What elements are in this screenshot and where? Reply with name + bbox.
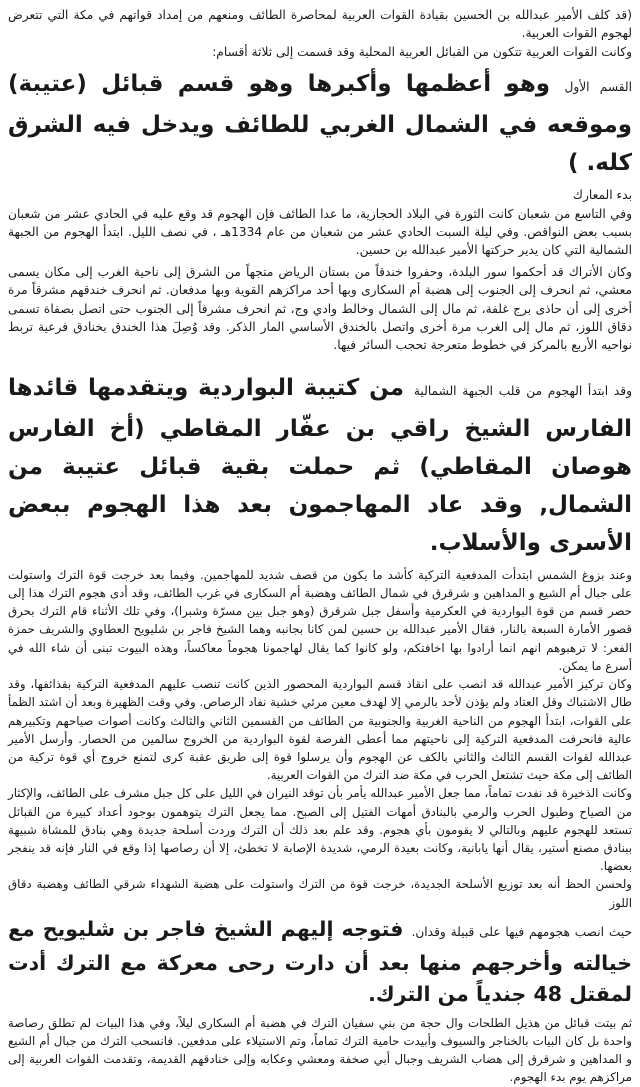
north-attack-paragraph xyxy=(8,369,632,562)
trench-paragraph: وكان الأتراك قد أحكموا سور البلدة، وحفروا خندقاً من بستان الرياض متجهاً من الشرق إلى ناحية الغرب إلى مكان يسمى معشي، ثم انحرف إلى الجنوب إلى هضبة أم السكارى وبها أحد مراكزهم القوية وبها مدفعان. ثم انحرف خندقهم مشرقاً مرة أخرى إلى أن حاذى برج غلفة، ثم مال إلى الشمال وخالط وادي وج، ثم انحرف مشرفاً إلى الجنوب حتى اتصل بصفاة تسمى دقاق اللوز، ثم مال إلى الغرب مرة أخرى واتصل بالخندق الأساسي المار الذكر. وقد وُصِلَ هذا الخندق بخنادق فرعية تربط نواحيه الأربع بالمركز في خطوط متعرجة تحجب السائر فيها. xyxy=(8,264,632,353)
intro-paragraph: (قد كلف الأمير عبدالله بن الحسين بقيادة القوات العربية لمحاصرة الطائف ومنعهم من إمداد قواتهم في مكة التي تتعرض لهجوم القوات العربية. xyxy=(8,8,632,41)
forces-paragraph: وكانت القوات العربية تتكون من القبائل العربية المحلية وقد قسمت إلى ثلاثة أقسام: xyxy=(212,44,632,59)
north-attack-text: من كتيبة البواردية ويتقدمها قائدها الفارس الشيخ راقي بن عفّار المقاطي (أخ الفارس هوصان المقاطي) ثم حملت بقية قبائل عتيبة من الشمال, وقد عاد المهاجمون بعد هذا الهجوم ببعض الأسرى والأسلاب. xyxy=(8,374,632,556)
first-division-text: وهو أعظمها وأكبرها وهو قسم قبائل (عتيبة) وموقعه في الشمال الغربي للطائف ويدخل فيه الشرق كله. ) xyxy=(8,71,632,177)
wafdan-paragraph xyxy=(8,914,632,1010)
wafdan-lead: حيث انصب هجومهم فيها على قبيلة وقدان. xyxy=(411,924,632,939)
first-division-label: القسم الأول xyxy=(564,80,633,95)
sunrise-paragraph: وعند بزوغ الشمس ابتدأت المدفعية التركية كأشد ما يكون من قصف شديد للمهاجمين. وفيما بعد خرجت قوة الترك واستولت على جبال أم الشيع و المداهين و شرقرق في شمال الطائف وهضبة أم السكارى في غرب الطائف، وقد أدى هجوم الترك هذا إلى حصر قسم من قوة البواردية في العكرمية وأسفل جبل شرقرق (وهو جبل بين مسرّة وشبرا)، وفي تلك الأثناء قام الترك بحرق قصور الأمارة السبعة بالنار، فقال الأمير عبدالله بن حسين لمن كانا بجانبه وهما الشيخ فاجر بن شليويح العطاوي والشريف حمزة الفعر: لا ترهبوهم انهم انما أرادوا بها اخافتكم، ولو كانوا كما يقال لهاجمونا هجوماً معاكساً، وهذه البيوت تبنى أن شاء الله في أسرع ما يمكن. xyxy=(8,567,632,673)
night-raid-paragraph: ثم بيتت قبائل من هذيل الطلحات وال حجة من بني سفيان الترك في هضبة أم السكارى ليلاً، وفي هذا البيات لم تطلق رصاصة واحدة بل كان البيات بالخناجر والسيوف وأبيدت حامية الترك تماماً، وتم الاستيلاء على مدفعين. فانسحب الترك من جبال أم الشيع و المداهين و شرقرق إلى هضاب الشريف وجبال أبي صخفة ومعشي وعكابه وإلى خنادقهم القديمة، وتقدمت القوات العربية إلى مراكزهم يوم بدء الهجوم. xyxy=(8,1015,632,1085)
north-attack-lead: وقد ابتدأ الهجوم من قلب الجبهة الشمالية xyxy=(413,383,632,398)
battles-start-heading: بدء المعارك xyxy=(572,188,632,203)
luck-paragraph: ولحسن الحظ أنه بعد توزيع الأسلحة الجديدة، خرجت قوة من الترك واستولت على هضبة الشهداء شرقي الطائف وهضبة دقاق اللوز xyxy=(8,877,632,910)
ammunition-paragraph: وكانت الذخيرة قد نفدت تماماً، مما جعل الأمير عبدالله يأمر بأن توقد النيران في الليل على كل جبل مشرف على الطائف، والإكثار من الصياح وطبول الحرب والرمي بالبنادق أمهات الفتيل إلى الصبح. مما يجعل الترك يتوهمون بوجود أعداد كبيرة من القبائل تستعد للهجوم عليهم وبالتالي لا يقومون بأي هجوم. وقد علم بعد ذلك أن الترك وردت أسلحة جديدة وهي بنادق للمشاة شبيهة ببنادق مصنع أستير، يقال أنها يابانية، وكانت بعيدة الرمي، شديدة الإصابة لا تخطئ، إلا أن رصاصها إذا وقع في النار فإنه قد ينفجر بعضها. xyxy=(8,786,632,874)
wafdan-text: فتوجه إليهم الشيخ فاجر بن شليويح مع خيالته وأخرجهم منها بعد أن دارت رحى معركة مع الترك أدت لمقتل 48 جندياً من الترك. xyxy=(8,916,632,1006)
rescue-paragraph: وكان تركيز الأمير عبدالله قد انصب على انقاذ قسم البواردية المحصور الذين كانت تنصب عليهم المدفعية التركية بقذائفها، وقد طال الاشتباك وقل العتاد ولم يؤذن لأحد بالرمي إلا لهدف معين مرئي خشية نفاد الرصاص. وفي وقت الظهيرة وبعد أن اشتد الظمأ على القوات، ابتدأ الهجوم من الناحية الغربية والجنوبية من الطائف من القسمين الثاني والثالث وكانت أصوات صياحهم وتكبيرهم عالية فانحرفت المدفعية التركية إلى ناحيتهم مما أعطى الفرصة لقوة البواردية من الخروج سالمين من الحصار. وأرسل الأمير عبدالله لقوات القسم الثالث والثاني بالكف عن الهجوم وأن يرسلوا قوة إلى طريق عقبة كرى لتمنع خروج أي قوة تركية من الطائف إلى مكة حيث تشتعل الحرب في مكة ضد الترك من القوات العربية. xyxy=(8,677,632,783)
ninth-shaaban-paragraph: وفي التاسع من شعبان كانت الثورة في البلاد الحجازية، ما عدا الطائف فإن الهجوم قد وقع عليه في الحادي عشر من شعبان بسبب بعض النواقص. وفي ليلة السبت الحادي عشر من شعبان من عام 1334هـ ، في نصف الليل. ابتدأ الهجوم من الجبهة الشمالية التي كان يدير حركتها الأمير عبدالله بن حسين. xyxy=(8,206,632,258)
first-division-heading xyxy=(8,65,632,182)
